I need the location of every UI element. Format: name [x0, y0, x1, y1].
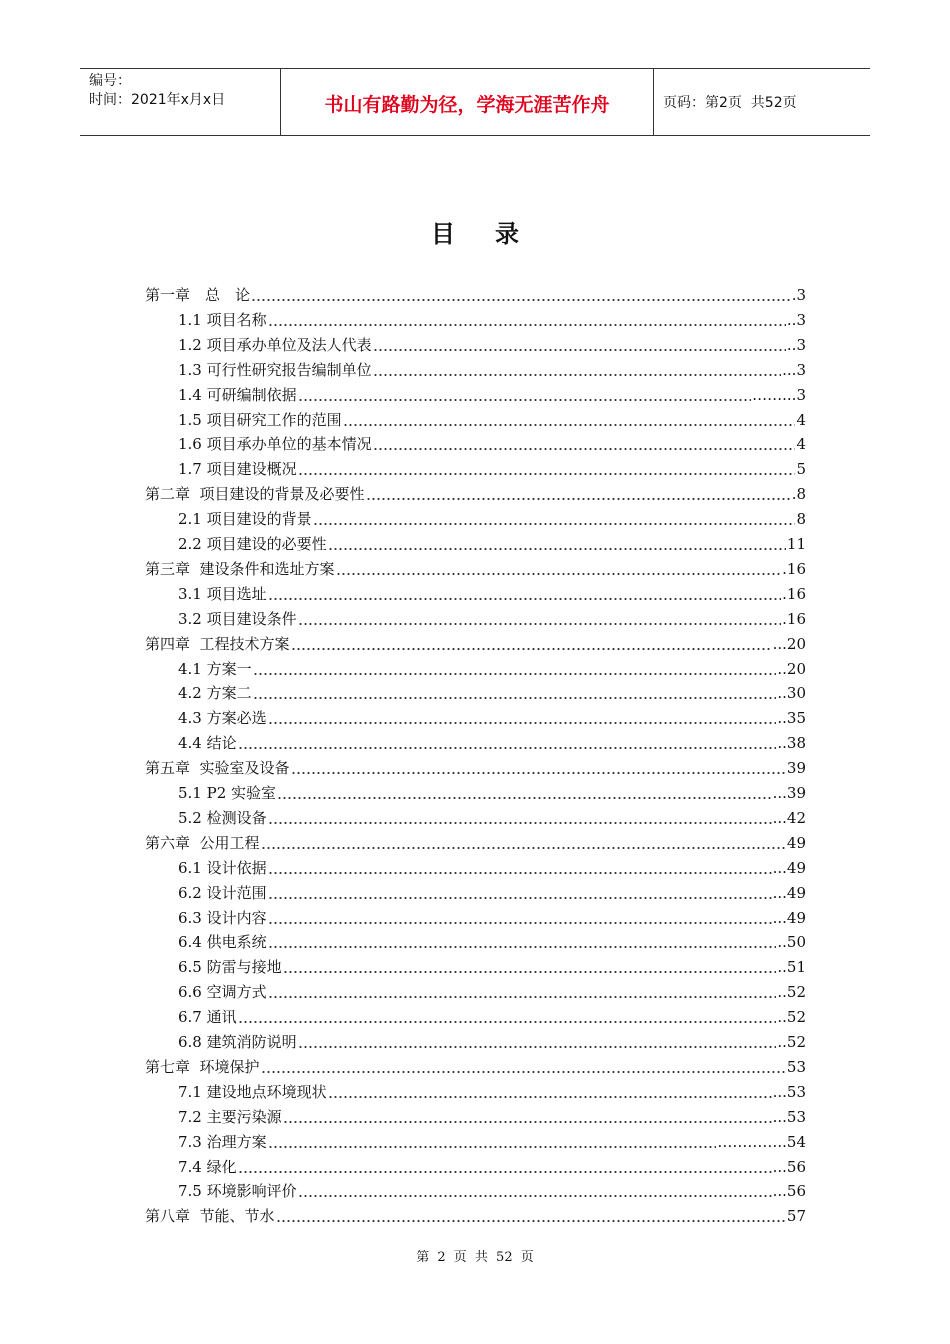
toc-entry-page: ...53: [772, 1107, 806, 1126]
toc-entry-page: .8: [791, 485, 806, 504]
toc-entry[interactable]: [145, 283, 806, 307]
toc-entry[interactable]: [178, 432, 806, 456]
toc-entry-page: 4: [796, 435, 806, 454]
toc-entry-page: ..3: [786, 335, 806, 354]
toc-entry-label: 7.4 绿化: [178, 1157, 237, 1176]
toc-entry[interactable]: [178, 731, 806, 755]
toc-leader-dots: [268, 706, 777, 730]
toc-leader-dots: [251, 283, 791, 307]
toc-entry-label: 1.3 可行性研究报告编制单位: [178, 360, 372, 379]
toc-entry[interactable]: [178, 681, 806, 705]
toc-entry[interactable]: [178, 980, 806, 1004]
toc-entry[interactable]: [178, 333, 806, 357]
toc-leader-dots: [277, 781, 772, 805]
toc-entry-label: 1.2 项目承办单位及法人代表: [178, 335, 372, 354]
toc-entry-page: ...53: [772, 1082, 806, 1101]
toc-entry-label: 6.2 设计范围: [178, 883, 267, 902]
toc-entry-label: 7.5 环境影响评价: [178, 1182, 297, 1201]
toc-entry[interactable]: [178, 657, 806, 681]
toc-leader-dots: [238, 1005, 777, 1029]
toc-entry[interactable]: [178, 1179, 806, 1203]
header-motto: 书山有路勤为径，学海无涯苦作舟: [281, 69, 654, 135]
toc-entry[interactable]: [178, 881, 806, 905]
toc-entry[interactable]: [178, 457, 806, 481]
toc-entry-label: 第三章 建设条件和选址方案: [145, 559, 335, 578]
toc-entry[interactable]: [178, 507, 806, 531]
toc-entry-page: 8: [796, 510, 806, 529]
toc-entry[interactable]: [145, 756, 806, 780]
toc-entry-label: 5.1 P2 实验室: [178, 784, 277, 802]
toc-entry-page: .16: [782, 559, 806, 578]
toc-entry[interactable]: [145, 1204, 806, 1228]
toc-leader-dots: [328, 532, 786, 556]
toc-leader-dots: [298, 457, 796, 481]
toc-entry-label: 6.5 防雷与接地: [178, 958, 282, 977]
toc-entry-label: 1.5 项目研究工作的范围: [178, 410, 342, 429]
toc-leader-dots: [268, 881, 772, 905]
toc-entry-page: ..30: [777, 684, 806, 703]
toc-entry-page: ……...3: [752, 385, 806, 404]
toc-entry-label: 4.4 结论: [178, 734, 237, 753]
page-footer: 第 2 页 共 52 页: [416, 1250, 534, 1265]
toc-entry-label: 4.3 方案必选: [178, 709, 267, 728]
toc-leader-dots: [313, 507, 796, 531]
toc-entry[interactable]: [178, 532, 806, 556]
toc-entry-page: ...56: [772, 1157, 806, 1176]
toc-entry-page: 53: [786, 1057, 806, 1076]
toc-entry-page: ..35: [777, 709, 806, 728]
toc-leader-dots: [268, 980, 777, 1004]
toc-leader-dots: [373, 358, 782, 382]
toc-entry[interactable]: [178, 1080, 806, 1104]
toc-entry-label: 第六章 公用工程: [145, 833, 260, 852]
toc-entry-page: 5: [796, 460, 806, 479]
toc-entry-label: 第七章 环境保护: [145, 1057, 260, 1076]
toc-entry-label: 1.4 可研编制依据: [178, 385, 297, 404]
toc-leader-dots: [268, 906, 772, 930]
toc-leader-dots: [268, 930, 777, 954]
toc-entry-label: 1.7 项目建设概况: [178, 460, 297, 479]
toc-leader-dots: [261, 1055, 786, 1079]
toc-entry-page: ..38: [777, 734, 806, 753]
toc-entry[interactable]: [178, 930, 806, 954]
document-number-label: 编号：: [89, 73, 131, 89]
toc-leader-dots: [283, 955, 777, 979]
toc-entry[interactable]: [145, 632, 806, 656]
toc-entry-label: 4.1 方案一: [178, 659, 252, 678]
toc-leader-dots: [283, 1105, 772, 1129]
toc-entry[interactable]: [178, 408, 806, 432]
toc-leader-dots: [253, 681, 777, 705]
toc-entry-page: …………..54: [717, 1132, 806, 1151]
toc-leader-dots: [291, 632, 772, 656]
toc-leader-dots: [238, 1155, 772, 1179]
toc-leader-dots: [276, 1204, 786, 1228]
toc-leader-dots: [373, 432, 796, 456]
toc-leader-dots: [298, 1030, 777, 1054]
toc-entry-label: 4.2 方案二: [178, 684, 252, 703]
toc-entry-label: 6.8 建筑消防说明: [178, 1033, 297, 1051]
toc-entry-page: ..20: [777, 659, 806, 678]
toc-entry[interactable]: [178, 358, 806, 382]
toc-leader-dots: [298, 607, 782, 631]
page-header: [80, 68, 870, 136]
toc-entry-page: 49: [786, 833, 806, 852]
toc-entry-label: 1.1 项目名称: [178, 310, 267, 329]
toc-entry-page: ..51: [777, 958, 806, 977]
toc-leader-dots: [366, 482, 791, 506]
toc-entry[interactable]: [145, 831, 806, 855]
toc-entry-label: 第一章 总 论: [145, 286, 251, 304]
toc-leader-dots: [291, 756, 786, 780]
toc-entry-label: 第二章 项目建设的背景及必要性: [145, 485, 365, 504]
toc-entry-page: ..50: [777, 933, 806, 952]
toc-entry-label: 6.1 设计依据: [178, 858, 267, 877]
toc-entry[interactable]: [178, 706, 806, 730]
toc-entry-page: ...39: [772, 784, 806, 802]
toc-entry-label: 6.6 空调方式: [178, 983, 267, 1002]
toc-entry-page: 39: [786, 759, 806, 778]
toc-entry-page: ...49: [772, 858, 806, 877]
toc-entry-page: ..52: [777, 1033, 806, 1051]
toc-entry-label: 第八章 节能、节水: [145, 1207, 275, 1226]
toc-leader-dots: [268, 806, 772, 830]
toc-leader-dots: [238, 731, 777, 755]
toc-entry-label: 第四章 工程技术方案: [145, 634, 290, 653]
toc-entry[interactable]: [178, 582, 806, 606]
toc-leader-dots: [328, 1080, 772, 1104]
toc-entry-label: 6.7 通讯: [178, 1008, 237, 1027]
toc-entry[interactable]: [178, 1130, 806, 1154]
toc-leader-dots: [268, 582, 782, 606]
toc-entry[interactable]: [145, 1055, 806, 1079]
toc-entry-label: 7.3 治理方案: [178, 1132, 267, 1151]
toc-entry[interactable]: [178, 308, 806, 332]
toc-entry-label: 3.1 项目选址: [178, 584, 267, 603]
toc-entry-page: .3: [791, 286, 806, 304]
toc-leader-dots: [261, 831, 786, 855]
toc-entry-page: ...49: [772, 883, 806, 902]
toc-entry-label: 6.3 设计内容: [178, 908, 267, 927]
toc-entry[interactable]: [178, 806, 806, 830]
toc-entry-label: 1.6 项目承办单位的基本情况: [178, 435, 372, 454]
toc-leader-dots: [343, 408, 796, 432]
toc-leader-dots: [268, 308, 786, 332]
toc-entry-page: 57: [786, 1207, 806, 1226]
toc-entry-page: ..52: [777, 1008, 806, 1027]
toc-entry-page: ...42: [772, 808, 806, 827]
toc-entry-page: ...3: [782, 360, 806, 379]
toc-leader-dots: [298, 1179, 772, 1203]
document-time-label: 时间：2021年x月x日: [89, 92, 226, 108]
toc-entry-label: 2.2 项目建设的必要性: [178, 535, 327, 553]
header-page-info: [654, 69, 870, 135]
toc-leader-dots: [253, 657, 777, 681]
toc-entry[interactable]: [178, 906, 806, 930]
toc-entry[interactable]: [178, 1105, 806, 1129]
toc-leader-dots: [268, 1130, 717, 1154]
toc-leader-dots: [268, 856, 772, 880]
toc-entry[interactable]: [145, 482, 806, 506]
toc-entry-page: ...49: [772, 908, 806, 927]
toc-entry[interactable]: [178, 1030, 806, 1054]
toc-entry-page: ..3: [786, 310, 806, 329]
toc-entry-page: .16: [782, 584, 806, 603]
toc-entry-label: 5.2 检测设备: [178, 808, 267, 827]
toc-entry[interactable]: [145, 557, 806, 581]
toc-leader-dots: [373, 333, 786, 357]
toc-entry[interactable]: [178, 856, 806, 880]
toc-entry-label: 7.2 主要污染源: [178, 1107, 282, 1126]
toc-entry-page: 11: [786, 535, 806, 553]
toc-entry-page: ...56: [772, 1182, 806, 1201]
toc-entry[interactable]: [178, 1005, 806, 1029]
toc-entry-page: ...20: [772, 634, 806, 653]
toc-entry-label: 2.1 项目建设的背景: [178, 510, 312, 529]
toc-entry-page: .16: [782, 609, 806, 628]
toc-entry[interactable]: [178, 607, 806, 631]
header-meta: [80, 69, 281, 135]
toc-entry[interactable]: [178, 383, 806, 407]
toc-entry-label: 第五章 实验室及设备: [145, 759, 290, 778]
toc-entry-label: 6.4 供电系统: [178, 933, 267, 952]
toc-entry[interactable]: [178, 781, 806, 805]
toc-entry-label: 3.2 项目建设条件: [178, 609, 297, 628]
toc-title: 目录: [431, 220, 559, 248]
toc-leader-dots: [298, 383, 752, 407]
toc-entry-page: ..52: [777, 983, 806, 1002]
toc-entry-label: 7.1 建设地点环境现状: [178, 1082, 327, 1101]
page-info-text: 页码：第2页 共52页: [663, 95, 797, 111]
toc-entry[interactable]: [178, 955, 806, 979]
toc-leader-dots: [336, 557, 782, 581]
toc-entry[interactable]: [178, 1155, 806, 1179]
toc-entry-page: 4: [796, 410, 806, 429]
